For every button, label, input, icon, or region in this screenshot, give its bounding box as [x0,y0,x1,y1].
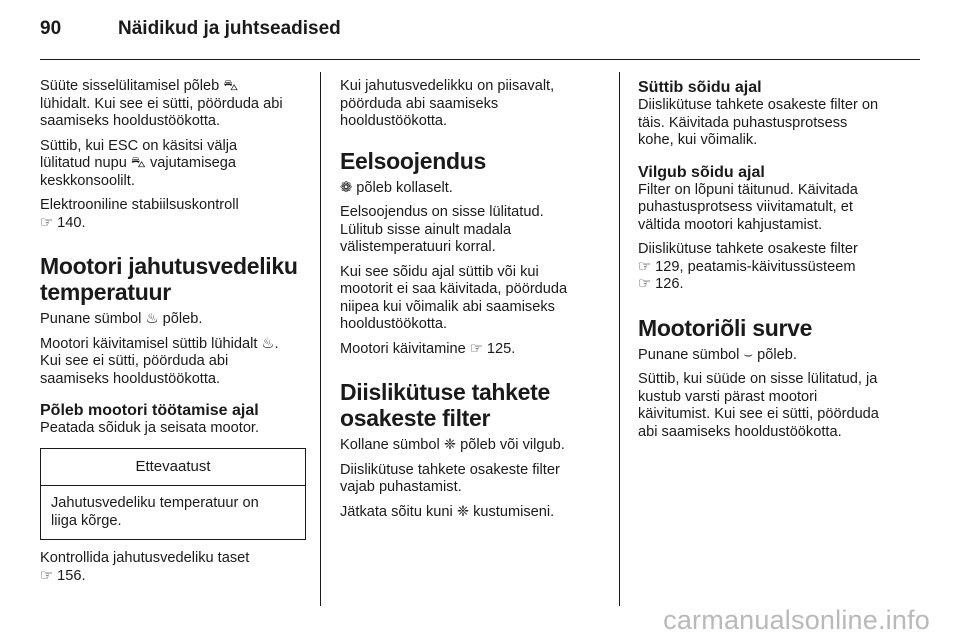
caution-title: Ettevaatust [41,449,305,487]
filter-full-text: Filter on lõpuni täitunud. Käivitada puhastusprotsess viivitamatult, et vältida mootori kahjustamist. [638,181,858,233]
dpf-continue-text: Jätkata sõitu kuni ❈ kustumiseni. [340,503,555,520]
heading-coolant-temperature: Mootori jahutusvedeliku temperatuur [40,253,298,305]
watermark: carmanualsonline.info [663,605,930,635]
heading-lit-while-running: Põleb mootori töötamise ajal [40,402,259,419]
check-coolant-text: Kontrollida jahutusvedeliku taset ☞ 156. [40,550,306,585]
column-divider-1 [320,72,321,606]
dpf-cleaning-text: Diislikütuse tahkete osakeste filter vajab puhastamist. [340,461,560,495]
page-link[interactable]: ☞ 156. [40,567,86,584]
heading-lit-while-driving: Süttib sõidu ajal [638,79,762,96]
coolant-sufficient-text: Kui jahutusvedelikku on piisavalt, pöörduda abi saamiseks hooldustöökotta. [340,78,555,129]
oil-symbol-text: Punane sümbol ⌣ põleb. [638,346,797,363]
dpf-full-text: Diislikütuse tahkete osakeste filter on täis. Käivitada puhastusprotsess kohe, kui võimalik. [638,97,879,148]
coolant-startup-text: Mootori käivitamisel süttib lühidalt ♨. Kui see ei sütti, pöörduda abi saamiseks hooldustöökotta. [40,335,279,387]
column-3 [638,78,904,448]
esc-reference: Elektrooniline stabiilsuskontroll ☞ 140. [40,197,306,232]
page-link[interactable]: ☞ 129, peatamis-käivitussüsteem [638,258,856,275]
page-number: 90 [40,18,62,39]
page-link[interactable]: ☞ 126. [638,276,684,292]
heading-preheating: Eelsoojendus [340,147,486,174]
preheat-warning-text: Kui see sõidu ajal süttib või kui mootorit ei saa käivitada, pöörduda niipea kui võimalik abi saamiseks hooldustöökotta. [340,263,568,332]
esc-paragraph-2: Süttib, kui ESC on käsitsi välja lülitatud nupu ⛍ vajutamisega keskkonsoolilt. [40,137,238,189]
engine-start-reference [340,341,606,359]
dpf-reference: Diislikütuse tahkete osakeste filter ☞ 129, peatamis-käivitussüsteem ☞ 126. [638,241,904,294]
caution-box [40,448,306,541]
dpf-symbol-text: Kollane sümbol ❈ põleb või vilgub. [340,437,565,453]
page-title: Näidikud ja juhtseadised [118,18,341,39]
heading-flashing-while-driving: Vilgub sõidu ajal [638,163,765,181]
page-header [40,18,341,48]
stop-vehicle-text: Peatada sõiduk ja seisata mootor. [40,420,260,436]
preheat-info-text: Eelsoojendus on sisse lülitatud. Lülitub sisse ainult madala välistemperatuuri korral. [340,204,544,255]
page-link[interactable]: Mootori käivitamine ☞ 125. [340,340,516,357]
heading-diesel-particle-filter: Diislikütuse tahkete osakeste filter [340,379,551,431]
caution-text: Jahutusvedeliku temperatuur on liiga kõrge. [51,495,259,529]
column-divider-2 [619,72,620,606]
page-link[interactable]: ☞ 140. [40,214,86,231]
oil-info-text: Süttib, kui süüde on sisse lülitatud, ja kustub varsti pärast mootori käivitumist. Kui see ei sütti, pöörduda abi saamiseks hooldustöökotta. [638,371,879,440]
esc-paragraph-1: Süüte sisselülitamisel põleb ⛍ lühidalt. Kui see ei sütti, pöörduda abi saamiseks hooldustöökotta. [40,78,283,129]
column-1 [40,78,306,592]
preheat-symbol-text: ❁ põleb kollaselt. [340,179,453,196]
coolant-symbol-text: Punane sümbol ♨ põleb. [40,311,203,327]
header-divider [40,59,920,60]
heading-engine-oil-pressure: Mootoriõli surve [638,314,813,341]
column-2 [340,78,606,528]
